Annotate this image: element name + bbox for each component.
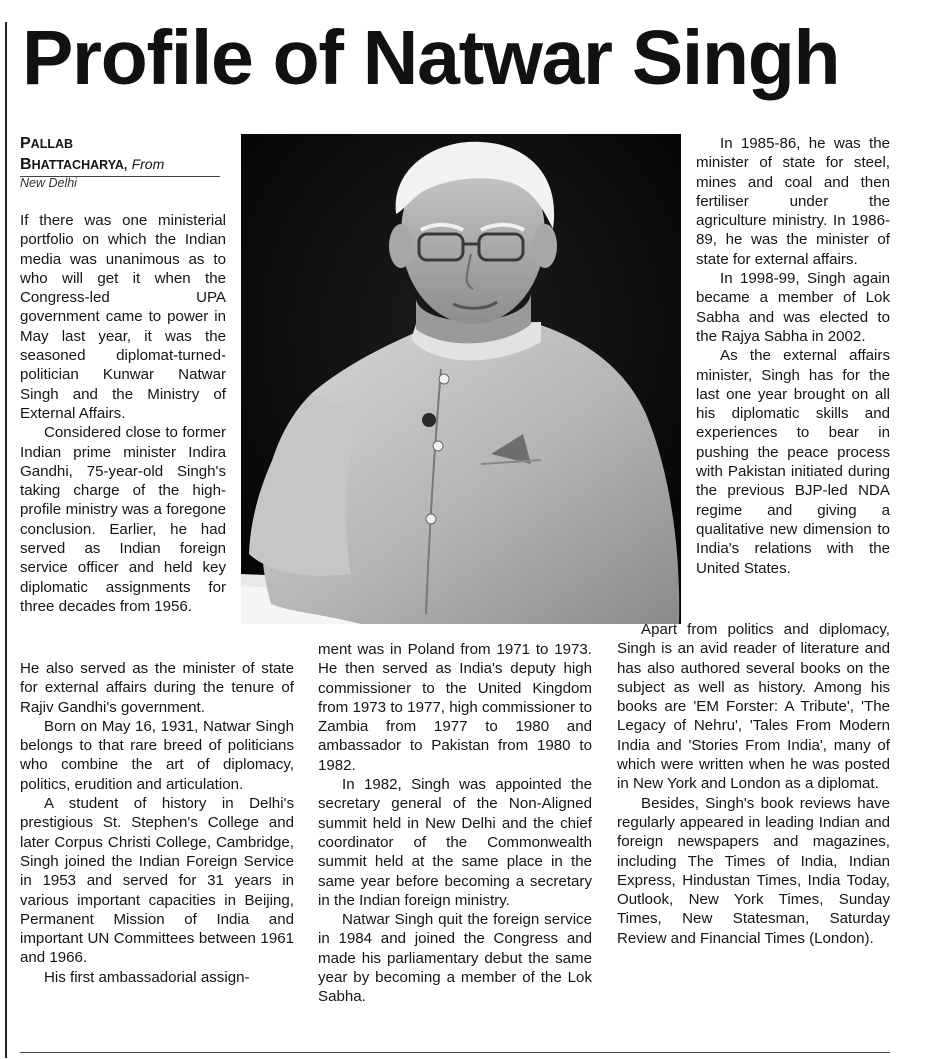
column-a	[20, 211, 226, 616]
headline: Profile of Natwar Singh	[22, 15, 840, 101]
bottom-rule	[20, 1052, 890, 1053]
paragraph: In 1982, Singh was appointed the secretary general of the Non-Aligned summit held in New Delhi and the chief coordinator of the Commonwealth summit held at the same place in the same year before becoming a secretary in the Indian foreign ministry.	[318, 776, 592, 909]
paragraph: Born on May 16, 1931, Natwar Singh belongs to that rare breed of politicians who combine the art of diplomacy, politics, erudition and articulation.	[20, 717, 294, 793]
column-b	[318, 640, 592, 1007]
column-a-lower	[20, 659, 294, 987]
portrait-photo	[241, 134, 681, 624]
byline-from: From	[131, 156, 165, 172]
paragraph: As the external affairs minister, Singh has for the last one year brought on all his diplomatic skills and experiences to bear in pushing the peace process with Pakistan initiated during the previous BJP-led NDA regime and giving a qualitative new dimension to India's relations with the United States.	[696, 347, 890, 577]
paragraph: Natwar Singh quit the foreign service in 1984 and joined the Congress and made his parliamentary debut the same year by becoming a member of the Lok Sabha.	[318, 911, 592, 1006]
left-column-rule	[5, 22, 7, 1058]
portrait-illustration	[241, 134, 681, 624]
paragraph: Considered close to former Indian prime minister Indira Gandhi, 75-year-old Singh's taking charge of the high-profile ministry was a foregone conclusion. Earlier, he had served as Indian foreign service officer and held key diplomatic assignments for three decades from 1956.	[20, 424, 226, 615]
paragraph: In 1998-99, Singh again became a member of Lok Sabha and was elected to the Rajya Sabha in 2002.	[696, 270, 890, 345]
paragraph: Besides, Singh's book reviews have regularly appeared in leading Indian and foreign newspapers and magazines, including The Times of India, Indian Express, Hindustan Times, India Today, Outlook, New York Times, Sunday Times, New Statesman, Saturday Review and Financial Times (London).	[617, 794, 890, 947]
byline-author: PALLAB	[20, 135, 74, 152]
byline	[20, 134, 220, 190]
paragraph: He also served as the minister of state for external affairs during the tenure of Rajiv Gandhi's government.	[20, 660, 294, 716]
paragraph: His first ambassadorial assign-	[44, 968, 250, 986]
paragraph: ment was in Poland from 1971 to 1973. He then served as India's deputy high commissioner to the United Kingdom from 1973 to 1977, high commissioner to Zambia from 1977 to 1980 and ambassador to Pakistan from 1980 to 1982.	[318, 641, 592, 774]
byline-author-surname: BHATTACHARYA, From	[20, 156, 165, 173]
byline-location: New Delhi	[20, 176, 77, 190]
paragraph: If there was one ministerial portfolio on which the Indian media was unanimous as to who will get it when the Congress-led UPA government came to power in May last year, it was the seasoned diplomat-turned-politician Kunwar Natwar Singh and the Ministry of External Affairs.	[20, 212, 226, 422]
paragraph: In 1985-86, he was the minister of state for steel, mines and coal and then fertiliser under the agriculture ministry. In 1986-89, he was the minister of state for external affairs.	[696, 135, 890, 268]
column-c-lower	[617, 620, 890, 948]
paragraph: Apart from politics and diplomacy, Singh is an avid reader of literature and has also authored several books on the subject as well as history. Among his books are 'EM Forster: A Tribute', 'The Legacy of Nehru', 'Tales From Modern India and 'Stories From India', many of which were written when he was posted in New York and London as a diplomat.	[617, 621, 890, 793]
column-c	[696, 134, 890, 578]
paragraph: A student of history in Delhi's prestigious St. Stephen's College and later Corpus Christi College, Cambridge, Singh joined the Indian Foreign Service in 1953 and served for 31 years in various important capacities in Beijing, Permanent Mission of India and important UN Committees between 1961 and 1966.	[20, 795, 294, 967]
